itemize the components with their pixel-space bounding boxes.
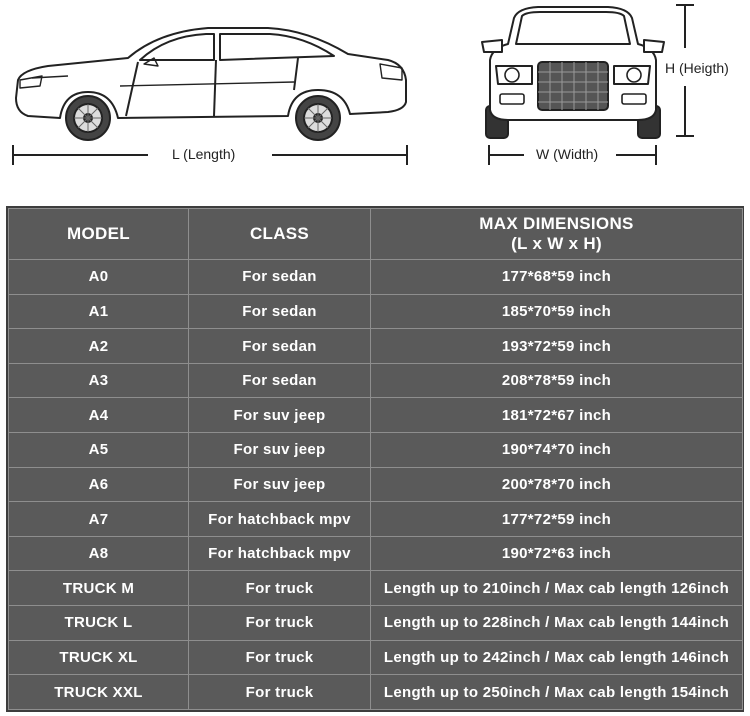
cell-class: For sedan bbox=[189, 294, 371, 329]
car-dimension-diagram bbox=[0, 0, 750, 200]
length-line-left bbox=[12, 154, 148, 156]
cell-class: For truck bbox=[189, 675, 371, 710]
header-dims-line1: MAX DIMENSIONS bbox=[479, 214, 634, 233]
length-line-right bbox=[272, 154, 407, 156]
cell-class: For suv jeep bbox=[189, 467, 371, 502]
width-tick-right bbox=[655, 145, 657, 165]
cell-model: A7 bbox=[9, 502, 189, 537]
table-row bbox=[9, 467, 743, 502]
cell-dims: 193*72*59 inch bbox=[371, 329, 743, 364]
cell-model: TRUCK XL bbox=[9, 640, 189, 675]
cell-model: A4 bbox=[9, 398, 189, 433]
header-class: CLASS bbox=[189, 209, 371, 260]
cell-dims: 200*78*70 inch bbox=[371, 467, 743, 502]
table-row bbox=[9, 433, 743, 468]
length-tick-right bbox=[406, 145, 408, 165]
height-line-bottom bbox=[684, 86, 686, 136]
header-max-dimensions bbox=[371, 209, 743, 260]
cell-dims: 177*72*59 inch bbox=[371, 502, 743, 537]
cell-dims: Length up to 242inch / Max cab length 146inch bbox=[371, 640, 743, 675]
table-row bbox=[9, 398, 743, 433]
cell-model: TRUCK M bbox=[9, 571, 189, 606]
cell-dims: 181*72*67 inch bbox=[371, 398, 743, 433]
width-label: W (Width) bbox=[536, 146, 599, 162]
height-tick-bottom bbox=[676, 135, 694, 137]
cell-dims: 185*70*59 inch bbox=[371, 294, 743, 329]
cell-model: A6 bbox=[9, 467, 189, 502]
cell-model: TRUCK XXL bbox=[9, 675, 189, 710]
cell-class: For sedan bbox=[189, 329, 371, 364]
cell-dims: 190*72*63 inch bbox=[371, 536, 743, 571]
cell-dims: Length up to 250inch / Max cab length 154inch bbox=[371, 675, 743, 710]
table-row bbox=[9, 571, 743, 606]
width-line-right bbox=[616, 154, 656, 156]
car-side-view-icon bbox=[8, 20, 410, 142]
cell-model: A2 bbox=[9, 329, 189, 364]
cell-dims: 177*68*59 inch bbox=[371, 260, 743, 295]
size-chart-table bbox=[6, 206, 744, 712]
cell-dims: 208*78*59 inch bbox=[371, 363, 743, 398]
length-label: L (Length) bbox=[172, 146, 236, 162]
cell-model: A5 bbox=[9, 433, 189, 468]
width-line-left bbox=[488, 154, 524, 156]
cell-class: For truck bbox=[189, 606, 371, 641]
table-row bbox=[9, 294, 743, 329]
header-dims-line2: (L x W x H) bbox=[511, 234, 602, 253]
height-line-top bbox=[684, 4, 686, 48]
car-front-view-icon bbox=[478, 2, 668, 140]
table-row bbox=[9, 260, 743, 295]
table-body bbox=[9, 260, 743, 710]
table-row bbox=[9, 502, 743, 537]
height-label: H (Heigth) bbox=[665, 60, 729, 76]
table-header-row bbox=[9, 209, 743, 260]
size-table bbox=[8, 208, 743, 710]
table-row bbox=[9, 363, 743, 398]
cell-class: For hatchback mpv bbox=[189, 502, 371, 537]
table-row bbox=[9, 640, 743, 675]
cell-model: A1 bbox=[9, 294, 189, 329]
cell-class: For sedan bbox=[189, 260, 371, 295]
cell-dims: Length up to 210inch / Max cab length 126inch bbox=[371, 571, 743, 606]
cell-model: A0 bbox=[9, 260, 189, 295]
cell-class: For suv jeep bbox=[189, 433, 371, 468]
cell-class: For sedan bbox=[189, 363, 371, 398]
cell-dims: 190*74*70 inch bbox=[371, 433, 743, 468]
header-model: MODEL bbox=[9, 209, 189, 260]
cell-model: TRUCK L bbox=[9, 606, 189, 641]
cell-model: A8 bbox=[9, 536, 189, 571]
table-row bbox=[9, 536, 743, 571]
table-row bbox=[9, 675, 743, 710]
cell-class: For truck bbox=[189, 571, 371, 606]
cell-model: A3 bbox=[9, 363, 189, 398]
cell-class: For truck bbox=[189, 640, 371, 675]
cell-dims: Length up to 228inch / Max cab length 144inch bbox=[371, 606, 743, 641]
table-row bbox=[9, 606, 743, 641]
cell-class: For hatchback mpv bbox=[189, 536, 371, 571]
table-row bbox=[9, 329, 743, 364]
cell-class: For suv jeep bbox=[189, 398, 371, 433]
